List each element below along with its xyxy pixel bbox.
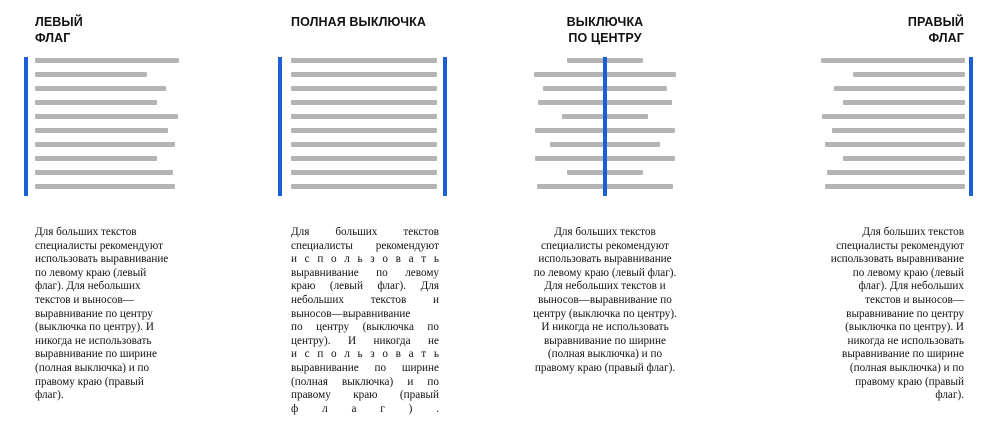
text-bar — [35, 100, 157, 105]
text-bar — [853, 72, 965, 77]
paragraph — [291, 226, 439, 416]
text-bar — [35, 128, 168, 133]
paragraph-line: правому краю (правый — [855, 375, 964, 388]
title-line: ПО ЦЕНТРУ — [568, 31, 642, 45]
paragraph-line: (полная выключка) и по — [291, 375, 439, 388]
paragraph-line: флаг). — [935, 389, 964, 402]
paragraph-line: правому краю (правый — [35, 375, 144, 388]
paragraph-line: (полная выключка) и по — [849, 361, 964, 374]
text-bar — [35, 86, 166, 91]
text-bar — [291, 58, 437, 63]
paragraph-line: Для больших текстов — [554, 226, 656, 238]
paragraph-line: по левому краю (левый — [35, 266, 147, 279]
alignment-rule-left — [278, 57, 282, 196]
text-bar — [832, 128, 965, 133]
paragraph-line: центру). И никогда не — [291, 334, 439, 347]
text-bar — [843, 156, 965, 161]
paragraph-line: использовать выравнивание — [35, 253, 169, 266]
paragraph-line: выравнивание по центру — [35, 307, 153, 320]
paragraph-line: выносов—выравнивание по — [538, 293, 672, 306]
paragraph-line: текстов и выносов— — [35, 293, 134, 306]
paragraph-line: центру (выключка по центру). — [533, 307, 677, 320]
text-bar — [291, 170, 437, 175]
text-bar — [822, 114, 965, 119]
paragraph-line: ф л а г ) . — [291, 402, 439, 415]
paragraph-line: и с п о л ь з о в а т ь — [291, 348, 439, 361]
paragraph-line: выравнивание по центру — [846, 307, 964, 320]
paragraph — [35, 226, 168, 403]
paragraph-line: (выключка по центру). И — [35, 321, 154, 334]
paragraph-line: флаг). — [35, 389, 64, 402]
paragraph-line: по центру (выключка по — [291, 321, 439, 334]
paragraph-line: Для больших текстов — [291, 226, 439, 238]
paragraph-line: (полная выключка) и по — [35, 361, 150, 374]
text-bar — [291, 100, 437, 105]
text-bar — [291, 156, 437, 161]
paragraph-line: Для больших текстов — [862, 226, 964, 238]
alignment-rule — [24, 57, 28, 196]
paragraph-line: текстов и выносов— — [865, 293, 964, 306]
paragraph-line: флаг). Для небольших — [858, 280, 964, 293]
paragraph-line: выравнивание по ширине — [842, 348, 964, 361]
panel-title — [860, 14, 964, 46]
paragraph-line: использовать выравнивание — [538, 253, 672, 266]
paragraph-line: выносов—выравнивание — [291, 307, 411, 320]
paragraph-line: по левому краю (левый — [852, 266, 964, 279]
paragraph-line: использовать выравнивание — [830, 253, 964, 266]
text-bar — [291, 142, 437, 147]
paragraph-line: выравнивание по ширине — [291, 361, 439, 374]
paragraph-line: и с п о л ь з о в а т ь — [291, 253, 439, 266]
text-bar — [843, 100, 965, 105]
text-bar — [825, 142, 965, 147]
paragraph-line: (полная выключка) и по — [547, 348, 663, 361]
panel-title — [35, 14, 83, 46]
title-line: ПОЛНАЯ ВЫКЛЮЧКА — [291, 15, 427, 29]
paragraph-line: выравнивание по ширине — [544, 334, 666, 347]
paragraph-line: никогда не использовать — [847, 334, 964, 347]
title-line: ФЛАГ — [35, 31, 71, 45]
paragraph-line: И никогда не использовать — [541, 321, 669, 334]
paragraph-line: краю (левый флаг). Для — [291, 280, 439, 293]
text-bar — [291, 128, 437, 133]
paragraph-line: (выключка по центру). И — [845, 321, 964, 334]
text-bar — [825, 184, 965, 189]
alignment-rule-right — [443, 57, 447, 196]
text-bar — [291, 184, 437, 189]
text-bar — [35, 142, 175, 147]
paragraph-line: специалисты рекомендуют — [35, 239, 163, 252]
paragraph-line: выравнивание по ширине — [35, 348, 157, 361]
paragraph-line: специалисты рекомендуют — [291, 239, 439, 252]
title-line: ФЛАГ — [928, 31, 964, 45]
text-bar — [834, 86, 965, 91]
text-bar — [821, 58, 965, 63]
title-line: ВЫКЛЮЧКА — [566, 15, 644, 29]
panel-title — [545, 14, 665, 46]
paragraph-line: по левому краю (левый флаг). — [533, 266, 677, 279]
paragraph — [790, 226, 964, 403]
paragraph-line: правому краю (правый флаг). — [534, 361, 676, 374]
paragraph-line: небольших текстов и — [291, 293, 439, 306]
title-line: ПРАВЫЙ — [907, 15, 964, 29]
text-bar — [35, 170, 173, 175]
paragraph-line: Для небольших текстов и — [544, 280, 666, 293]
text-bar — [35, 156, 157, 161]
alignment-rule — [969, 57, 973, 196]
paragraph — [520, 226, 690, 376]
text-bar — [35, 114, 178, 119]
text-bar — [35, 184, 175, 189]
paragraph-line: специалисты рекомендуют — [836, 239, 964, 252]
alignment-rule-center — [603, 57, 607, 196]
text-bar — [291, 114, 437, 119]
text-bar — [827, 170, 965, 175]
title-line: ЛЕВЫЙ — [35, 15, 83, 29]
paragraph-line: специалисты рекомендуют — [541, 239, 669, 252]
paragraph-line: выравнивание по левому — [291, 266, 439, 279]
text-bar — [291, 86, 437, 91]
paragraph-line: никогда не использовать — [35, 334, 152, 347]
paragraph-line: флаг). Для небольших — [35, 280, 141, 293]
panel-title — [291, 14, 426, 30]
text-bar — [291, 72, 437, 77]
paragraph-line: Для больших текстов — [35, 226, 137, 238]
text-bar — [35, 58, 179, 63]
paragraph-line: правому краю (правый — [291, 389, 439, 402]
text-bar — [35, 72, 147, 77]
